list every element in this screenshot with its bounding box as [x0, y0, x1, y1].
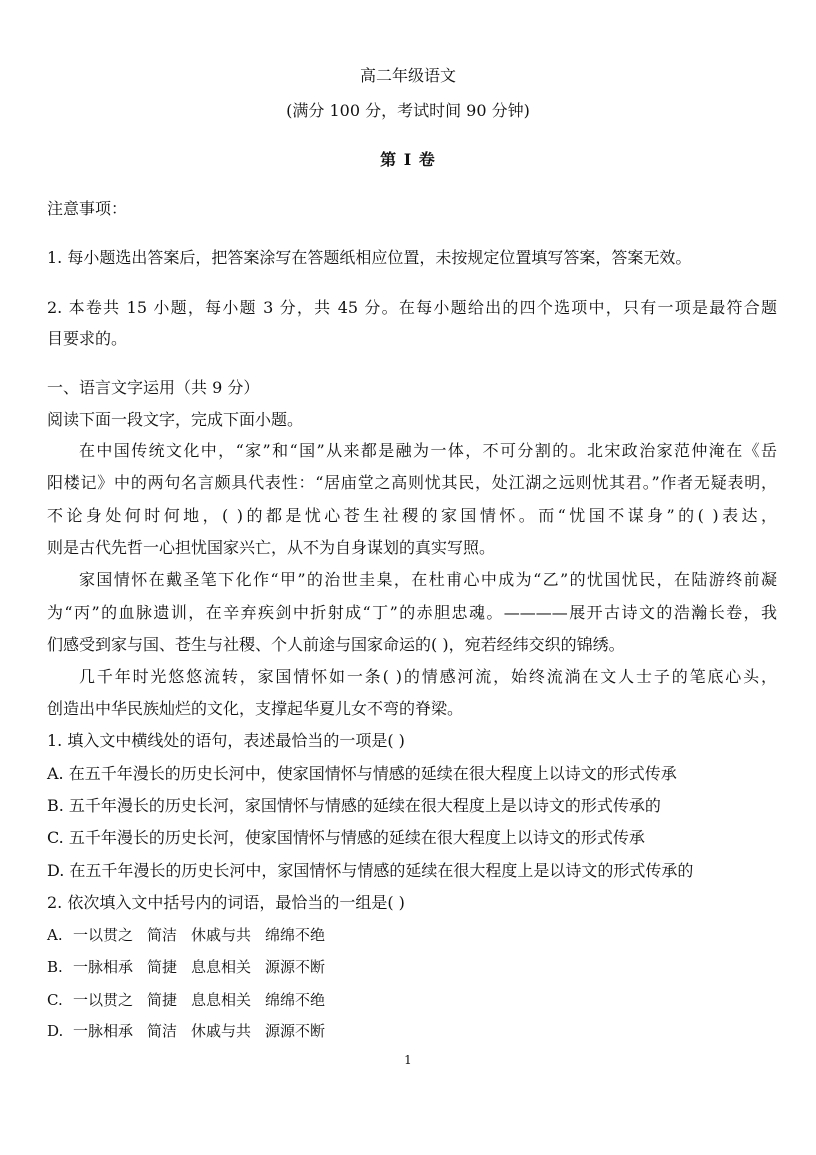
volume-heading: 第 I 卷 — [380, 150, 436, 169]
option-word: 休戚与共 — [191, 1022, 252, 1040]
passage-p3-line-2: 创造出中华民族灿烂的文化，支撑起华夏儿女不弯的脊梁。 — [47, 699, 464, 718]
question-2-option-d — [47, 1021, 339, 1041]
passage-p1-line-1: 在中国传统文化中，“家”和“国”从来都是融为一体，不可分割的。北宋政治家范仲淹在《岳 — [79, 441, 777, 460]
page-number: 1 — [404, 1053, 412, 1067]
question-1-option-d: D. 在五千年漫长的历史长河中，家国情怀与情感的延续在很大程度上是以诗文的形式传承的 — [47, 861, 694, 880]
passage-p2-line-1: 家国情怀在戴圣笔下化作“甲”的治世圭臬，在杜甫心中成为“乙”的忧国忧民，在陆游终前凝 — [79, 570, 777, 589]
notice-item-2-line-2: 目要求的。 — [47, 329, 128, 348]
question-1-option-a: A. 在五千年漫长的历史长河中，使家国情怀与情感的延续在很大程度上以诗文的形式传承 — [47, 764, 677, 783]
option-label: C. — [47, 991, 63, 1009]
notice-item-1: 1. 每小题选出答案后，把答案涂写在答题纸相应位置，未按规定位置填写答案，答案无效。 — [47, 248, 692, 267]
option-word: 休戚与共 — [191, 926, 252, 944]
option-word: 一以贯之 — [73, 991, 134, 1009]
notice-heading: 注意事项： — [47, 199, 128, 218]
question-1-option-c: C. 五千年漫长的历史长河，使家国情怀与情感的延续在很大程度上以诗文的形式传承 — [47, 828, 645, 847]
option-label: B. — [47, 958, 63, 976]
option-word: 源源不断 — [265, 958, 326, 976]
section-heading: 一、语言文字运用（共 9 分） — [47, 378, 260, 397]
option-word: 一脉相承 — [73, 958, 134, 976]
section-intro: 阅读下面一段文字，完成下面小题。 — [47, 410, 304, 429]
passage-p2-line-3: 们感受到家与国、苍生与社稷、个人前途与国家命运的( )，宛若经纬交织的锦绣。 — [47, 635, 625, 654]
option-word: 源源不断 — [265, 1022, 326, 1040]
option-word: 息息相关 — [191, 991, 252, 1009]
passage-p3-line-1: 几千年时光悠悠流转，家国情怀如一条( )的情感河流，始终流淌在文人士子的笔底心头， — [79, 667, 777, 686]
question-2-option-a — [47, 925, 339, 945]
passage-p2-line-2: 为“丙”的血脉遗训，在辛弃疾剑中折射成“丁”的赤胆忠魂。————展开古诗文的浩瀚长卷，我 — [47, 603, 777, 622]
question-2-stem: 2. 依次填入文中括号内的词语，最恰当的一组是( ) — [47, 893, 405, 912]
question-2-option-b — [47, 957, 339, 977]
option-label: A. — [47, 926, 63, 944]
passage-p1-line-3: 不论身处何时何地，( )的都是忧心苍生社稷的家国情怀。而“忧国不谋身”的( )表达， — [47, 506, 777, 525]
notice-item-2-line-1: 2. 本卷共 15 小题，每小题 3 分，共 45 分。在每小题给出的四个选项中，只有一项是最符合题 — [47, 298, 777, 317]
option-label: D. — [47, 1022, 64, 1040]
option-word: 绵绵不绝 — [265, 991, 326, 1009]
passage-p1-line-2: 阳楼记》中的两句名言颇具代表性：“居庙堂之高则忧其民，处江湖之远则忧其君。”作者无疑表明， — [47, 473, 777, 492]
question-1-option-b: B. 五千年漫长的历史长河，家国情怀与情感的延续在很大程度上是以诗文的形式传承的 — [47, 796, 661, 815]
question-2-option-c — [47, 990, 339, 1010]
option-word: 简洁 — [147, 1022, 178, 1040]
option-word: 绵绵不绝 — [265, 926, 326, 944]
option-word: 简洁 — [147, 926, 178, 944]
exam-title: 高二年级语文 — [359, 66, 456, 85]
exam-subtitle: (满分 100 分，考试时间 90 分钟) — [286, 101, 530, 120]
passage-p1-line-4: 则是古代先哲一心担忧国家兴亡，从不为自身谋划的真实写照。 — [47, 538, 496, 557]
option-word: 简捷 — [147, 958, 178, 976]
option-word: 一以贯之 — [73, 926, 134, 944]
option-word: 简捷 — [147, 991, 178, 1009]
option-word: 息息相关 — [191, 958, 252, 976]
option-word: 一脉相承 — [73, 1022, 134, 1040]
question-1-stem: 1. 填入文中横线处的语句，表述最恰当的一项是( ) — [47, 731, 405, 750]
